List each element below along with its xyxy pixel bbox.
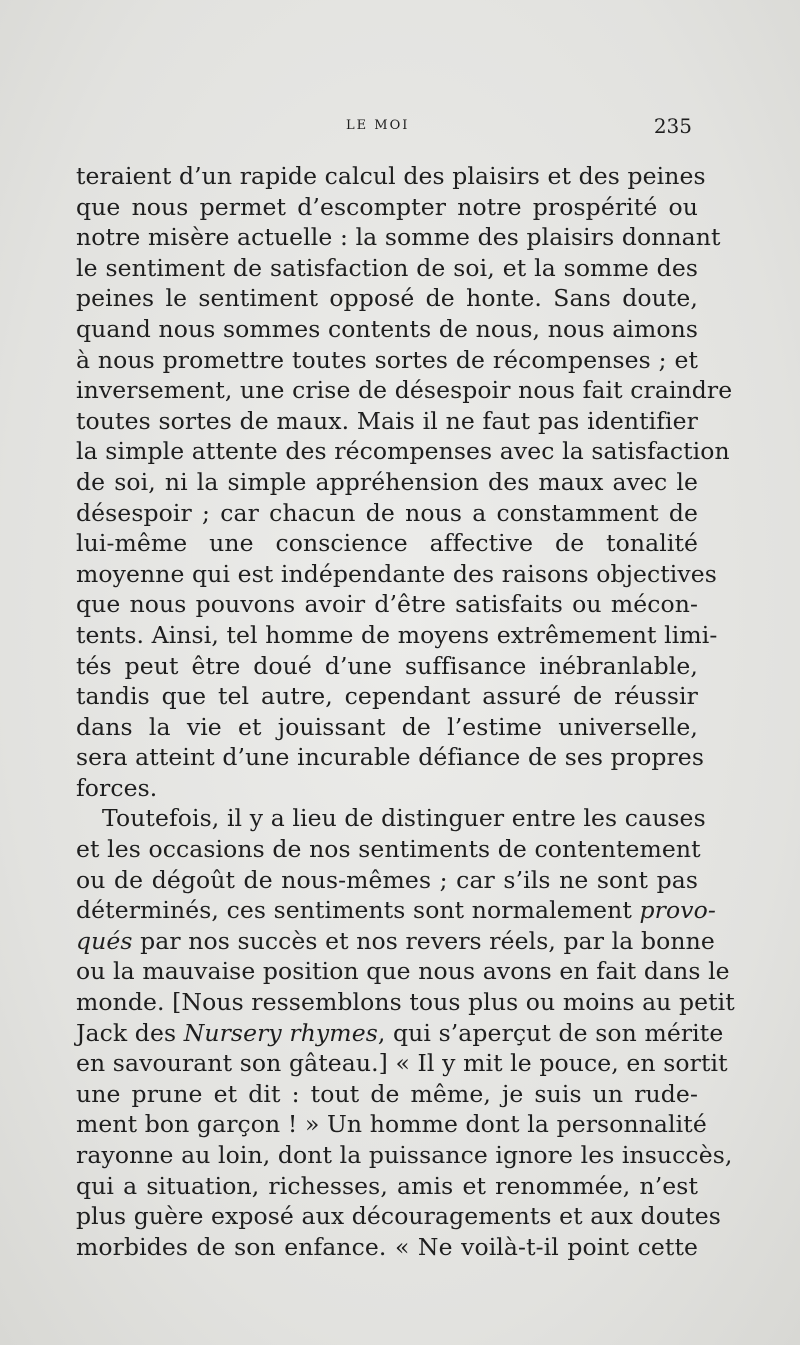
text-line: ment bon garçon ! » Un homme dont la personnalité [76, 1110, 707, 1139]
text-line: peines le sentiment opposé de honte. Sans doute, [76, 284, 698, 313]
body-text [76, 161, 735, 1262]
text-line: qui a situation, richesses, amis et renommée, n’est [76, 1171, 698, 1200]
text-segment: , qui s’aperçut de son mérite [377, 1018, 724, 1047]
italic-word: provo- [639, 896, 716, 925]
text-line: que nous permet d’escompter notre prospérité ou [76, 192, 698, 221]
text-line: sera atteint d’une incurable défiance de ses propres [76, 743, 704, 772]
text-line: tents. Ainsi, tel homme de moyens extrêmement limi- [76, 620, 718, 649]
italic-word: qués [76, 926, 133, 955]
text-line: morbides de son enfance. « Ne voilà-t-il point cette [76, 1232, 698, 1261]
text-line: la simple attente des récompenses avec la satisfaction [76, 437, 730, 466]
text-line: en savourant son gâteau.] « Il y mit le pouce, en sortit [76, 1049, 728, 1078]
text-line: le sentiment de satisfaction de soi, et la somme des [76, 253, 698, 282]
text-line-with-italic [76, 895, 716, 926]
text-line: toutes sortes de maux. Mais il ne faut pas identifier [76, 406, 698, 435]
text-line: tandis que tel autre, cependant assuré de réussir [76, 682, 698, 711]
text-line: dans la vie et jouissant de l’estime universelle, [76, 712, 698, 741]
text-segment: déterminés, ces sentiments sont normalement [76, 896, 640, 925]
text-line: monde. [Nous ressemblons tous plus ou moins au petit [76, 988, 735, 1017]
text-line: et les occasions de nos sentiments de contentement [76, 835, 701, 864]
italic-title: Nursery rhymes [183, 1018, 378, 1047]
text-line: que nous pouvons avoir d’être satisfaits ou mécon- [76, 590, 698, 619]
text-line: plus guère exposé aux découragements et aux doutes [76, 1202, 721, 1231]
text-line: à nous promettre toutes sortes de récompenses ; et [76, 345, 698, 374]
text-line: désespoir ; car chacun de nous a constamment de [76, 498, 698, 527]
text-line: ou la mauvaise position que nous avons en fait dans le [76, 957, 730, 986]
text-segment: Jack des [76, 1018, 184, 1047]
text-line: quand nous sommes contents de nous, nous aimons [76, 314, 698, 343]
page-number: 235 [653, 114, 692, 138]
text-line: rayonne au loin, dont la puissance ignore les insuccès, [76, 1141, 733, 1169]
paragraph-end-line: forces. [76, 773, 158, 802]
running-title: LE MOI [346, 118, 410, 133]
text-line: notre misère actuelle : la somme des plaisirs donnant [76, 223, 721, 252]
text-line: teraient d’un rapide calcul des plaisirs et des peines [76, 162, 706, 190]
text-line: lui-même une conscience affective de tonalité [76, 529, 698, 558]
text-line: une prune et dit : tout de même, je suis un rude- [76, 1079, 698, 1108]
text-line: de soi, ni la simple appréhension des maux avec le [76, 467, 698, 496]
text-line: tés peut être doué d’une suffisance inébranlable, [76, 651, 698, 680]
text-line-with-italic [76, 926, 715, 957]
running-head [76, 114, 692, 140]
text-line: moyenne qui est indépendante des raisons objectives [76, 559, 717, 588]
text-line: inversement, une crise de désespoir nous fait craindre [76, 376, 733, 405]
text-segment: par nos succès et nos revers réels, par la bonne [132, 926, 715, 955]
text-line: ou de dégoût de nous-mêmes ; car s’ils ne sont pas [76, 865, 698, 894]
text-line-with-italic [76, 1018, 724, 1049]
paragraph-start-line: Toutefois, il y a lieu de distinguer entre les causes [102, 804, 706, 833]
